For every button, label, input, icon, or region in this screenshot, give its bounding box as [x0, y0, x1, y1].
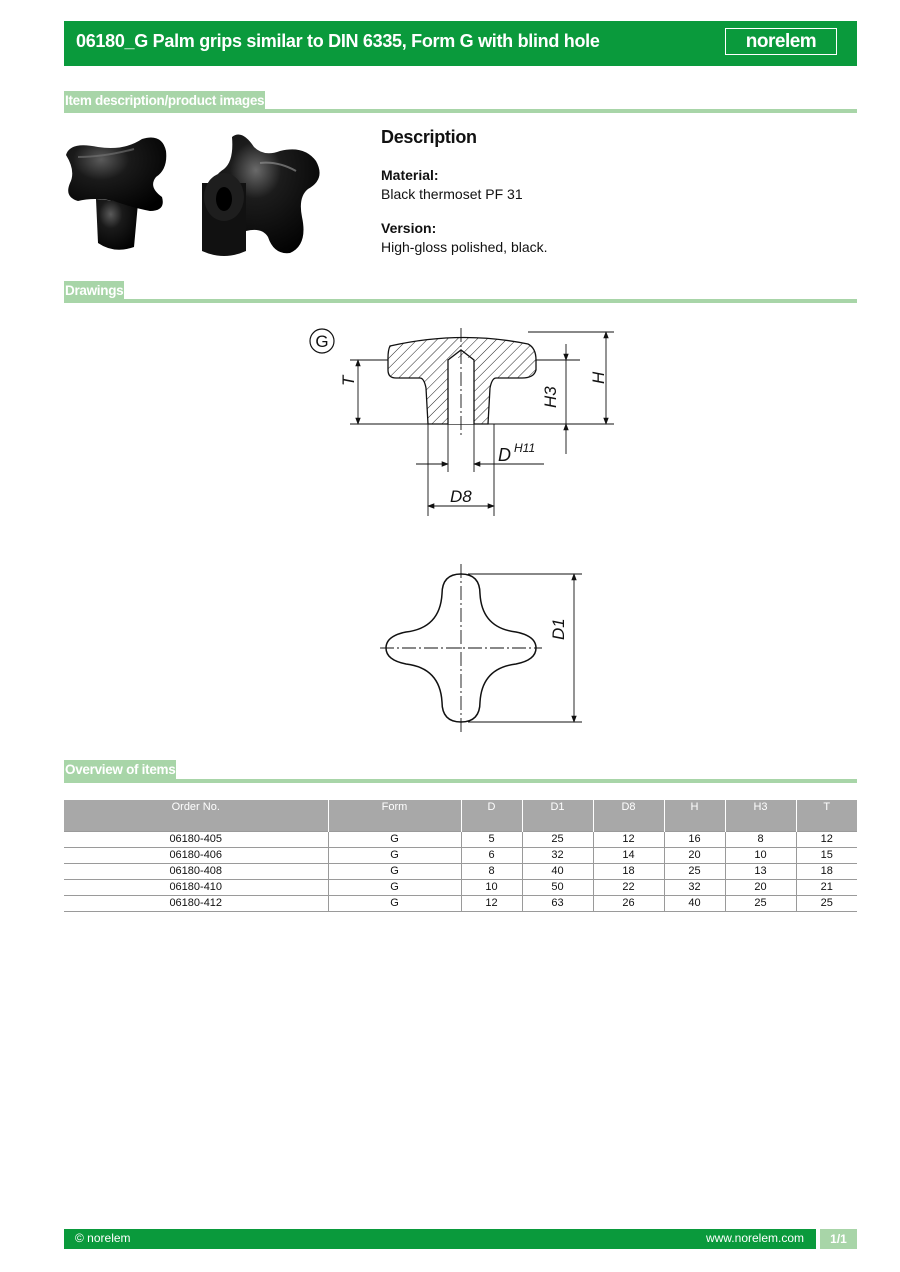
col-header-h[interactable]: H — [664, 800, 725, 832]
dim-d-label: D — [498, 445, 511, 465]
table-cell: 25 — [725, 896, 796, 912]
col-header-d8[interactable]: D8 — [593, 800, 664, 832]
table-cell: 5 — [461, 832, 522, 848]
table-cell: 50 — [522, 880, 593, 896]
table-row[interactable] — [64, 864, 857, 880]
table-cell: 6 — [461, 848, 522, 864]
table-cell: 12 — [796, 832, 857, 848]
table-cell: 18 — [796, 864, 857, 880]
table-cell: 40 — [664, 896, 725, 912]
table-cell: 8 — [461, 864, 522, 880]
material-value: Black thermoset PF 31 — [381, 186, 523, 202]
table-cell: G — [328, 832, 461, 848]
section-divider — [64, 299, 857, 303]
col-header-form[interactable]: Form — [328, 800, 461, 832]
order-no-cell[interactable]: 06180-405 — [64, 832, 328, 848]
form-label: G — [315, 332, 329, 351]
description-title: Description — [381, 127, 477, 147]
dim-t-label: T — [339, 375, 358, 386]
table-cell: 20 — [725, 880, 796, 896]
norelem-logo[interactable] — [725, 28, 837, 55]
table-cell: G — [328, 848, 461, 864]
table-cell: G — [328, 864, 461, 880]
description-panel — [381, 128, 548, 257]
table-row[interactable] — [64, 880, 857, 896]
table-row[interactable] — [64, 832, 857, 848]
col-header-d1[interactable]: D1 — [522, 800, 593, 832]
version-label: Version: — [381, 220, 437, 236]
dim-h3-label: H3 — [541, 386, 560, 408]
table-cell: 18 — [593, 864, 664, 880]
table-row[interactable] — [64, 896, 857, 912]
technical-drawing — [290, 318, 630, 738]
page-footer — [64, 1229, 857, 1249]
table-cell: 16 — [664, 832, 725, 848]
col-header-order-no[interactable]: Order No. — [64, 800, 328, 832]
logo-text: norelem — [726, 31, 836, 53]
table-cell: 26 — [593, 896, 664, 912]
table-cell: G — [328, 896, 461, 912]
table-cell: 15 — [796, 848, 857, 864]
table-row[interactable] — [64, 848, 857, 864]
order-no-cell[interactable]: 06180-410 — [64, 880, 328, 896]
table-cell: 25 — [796, 896, 857, 912]
table-cell: 40 — [522, 864, 593, 880]
col-header-h3[interactable]: H3 — [725, 800, 796, 832]
table-cell: 25 — [664, 864, 725, 880]
table-cell: 8 — [725, 832, 796, 848]
table-cell: 63 — [522, 896, 593, 912]
section-heading-item-description: Item description/product images — [64, 91, 265, 111]
footer-website-link[interactable]: www.norelem.com — [705, 1231, 804, 1245]
material-label: Material: — [381, 167, 439, 183]
version-value: High-gloss polished, black. — [381, 239, 548, 255]
table-cell: G — [328, 880, 461, 896]
table-cell: 10 — [725, 848, 796, 864]
section-heading-drawings: Drawings — [64, 281, 124, 301]
table-cell: 10 — [461, 880, 522, 896]
section-divider — [64, 779, 857, 783]
order-no-cell[interactable]: 06180-406 — [64, 848, 328, 864]
dim-d8-label: D8 — [450, 487, 472, 506]
page-title: 06180_G Palm grips similar to DIN 6335, Form G with blind hole — [76, 31, 600, 51]
table-cell: 13 — [725, 864, 796, 880]
footer-copyright: © norelem — [75, 1231, 131, 1245]
col-header-d[interactable]: D — [461, 800, 522, 832]
dim-d1-label: D1 — [549, 618, 568, 640]
table-cell: 22 — [593, 880, 664, 896]
dim-h-label: H — [589, 371, 608, 384]
product-image — [64, 127, 338, 259]
order-no-cell[interactable]: 06180-412 — [64, 896, 328, 912]
page-header — [64, 21, 857, 66]
table-cell: 32 — [664, 880, 725, 896]
items-table — [64, 800, 857, 912]
table-cell: 25 — [522, 832, 593, 848]
table-cell: 21 — [796, 880, 857, 896]
page-number: 1/1 — [820, 1229, 857, 1249]
table-cell: 12 — [593, 832, 664, 848]
table-cell: 14 — [593, 848, 664, 864]
footer-bar — [64, 1229, 816, 1249]
section-heading-overview: Overview of items — [64, 760, 176, 780]
table-cell: 32 — [522, 848, 593, 864]
col-header-t[interactable]: T — [796, 800, 857, 832]
dim-d-tolerance: H11 — [514, 441, 536, 455]
table-cell: 12 — [461, 896, 522, 912]
table-header-row — [64, 800, 857, 832]
table-cell: 20 — [664, 848, 725, 864]
order-no-cell[interactable]: 06180-408 — [64, 864, 328, 880]
